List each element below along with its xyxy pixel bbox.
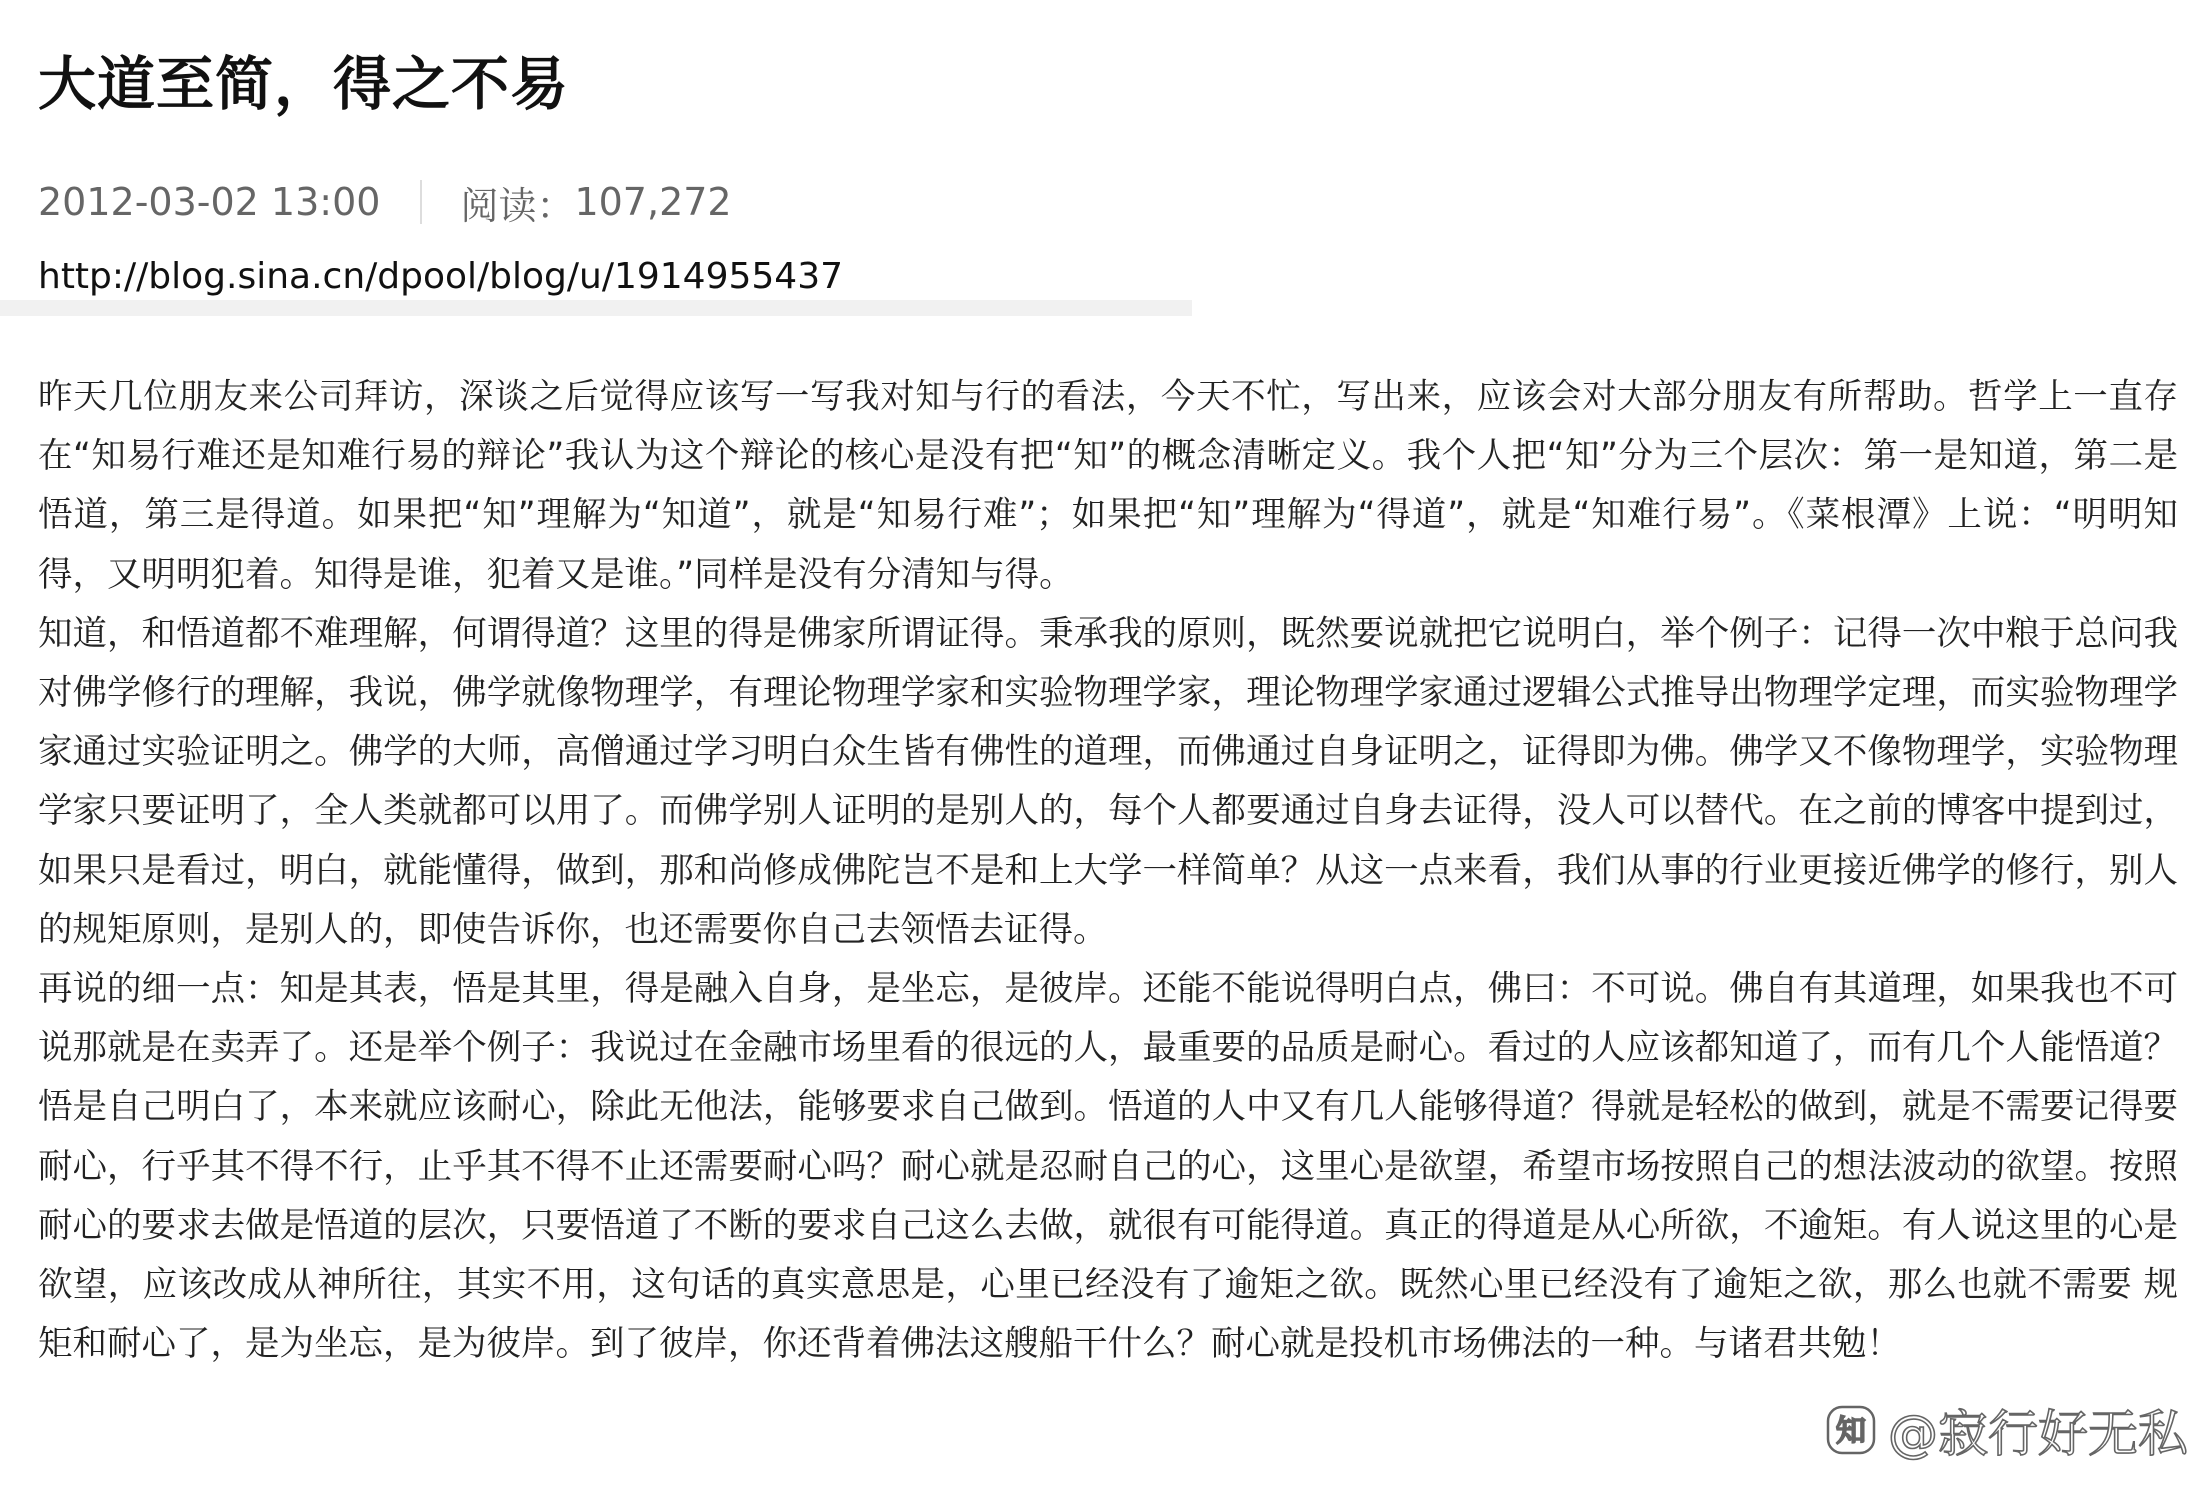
zhihu-logo-icon [1824, 1403, 1878, 1457]
link-underline-bar [0, 300, 1192, 316]
watermark-text: @寂行好无私 [1888, 1405, 2188, 1463]
meta-divider [420, 180, 422, 224]
article-meta [38, 174, 732, 230]
source-url-link[interactable]: http://blog.sina.cn/dpool/blog/u/1914955437 [38, 256, 844, 297]
watermark [1824, 1394, 2188, 1466]
svg-text:知: 知 [1836, 1414, 1866, 1449]
body-paragraph: 昨天几位朋友来公司拜访，深谈之后觉得应该写一写我对知与行的看法，今天不忙，写出来，应该会对大部分朋友有所帮助。哲学上一直存在“知易行难还是知难行易的辩论”我认为这个辩论的核心是没有把“知”的概念清晰定义。我个人把“知”分为三个层次：第一是知道，第二是悟道，第三是得道。如果把“知”理解为“知道”，就是“知易行难”；如果把“知”理解为“得道”，就是“知难行易”。《菜根潭》上说：“明明知得，又明明犯着。知得是谁，犯着又是谁。”同样是没有分清知与得。 [38, 377, 2178, 595]
body-paragraph: 知道，和悟道都不难理解，何谓得道？这里的得是佛家所谓证得。秉承我的原则，既然要说就把它说明白，举个例子：记得一次中粮于总问我对佛学修行的理解，我说，佛学就像物理学，有理论物理学家和实验物理学家，理论物理学家通过逻辑公式推导出物理学定理，而实验物理学家通过实验证明之。佛学的大师，高僧通过学习明白众生皆有佛性的道理，而佛通过自身证明之，证得即为佛。佛学又不像物理学，实验物理学家只要证明了，全人类就都可以用了。而佛学别人证明的是别人的，每个人都要通过自身去证得，没人可以替代。在之前的博客中提到过，如果只是看过，明白，就能懂得，做到，那和尚修成佛陀岂不是和上大学一样简单？从这一点来看，我们从事的行业更接近佛学的修行，别人的规矩原则，是别人的，即使告诉你，也还需要你自己去领悟去证得。 [38, 613, 2178, 950]
view-count-value: 107,272 [574, 180, 732, 224]
publish-datetime: 2012-03-02 13:00 [38, 180, 381, 224]
body-paragraph: 再说的细一点：知是其表，悟是其里，得是融入自身，是坐忘，是彼岸。还能不能说得明白点，佛曰：不可说。佛自有其道理，如果我也不可说那就是在卖弄了。还是举个例子：我说过在金融市场里看的很远的人，最重要的品质是耐心。看过的人应该都知道了，而有几个人能悟道？悟是自己明白了，本来就应该耐心，除此无他法，能够要求自己做到。悟道的人中又有几人能够得道？得就是轻松的做到，就是不需要记得要耐心，行乎其不得不行，止乎其不得不止还需要耐心吗？耐心就是忍耐自己的心，这里心是欲望，希望市场按照自己的想法波动的欲望。按照耐心的要求去做是悟道的层次，只要悟道了不断的要求自己这么去做，就很有可能得道。真正的得道是从心所欲，不逾矩。有人说这里的心是欲望，应该改成从神所往，其实不用，这句话的真实意思是，心里已经没有了逾矩之欲。既然心里已经没有了逾矩之欲，那么也就不需要 规矩和耐心了，是为坐忘，是为彼岸。到了彼岸，你还背着佛法这艘船干什么？耐心就是投机市场佛法的一种。与诸君共勉！ [38, 969, 2178, 1365]
view-count-label: 阅读： [460, 183, 575, 228]
article-body [38, 368, 2178, 1374]
article-title: 大道至简，得之不易 [38, 50, 570, 118]
view-count [460, 175, 731, 230]
